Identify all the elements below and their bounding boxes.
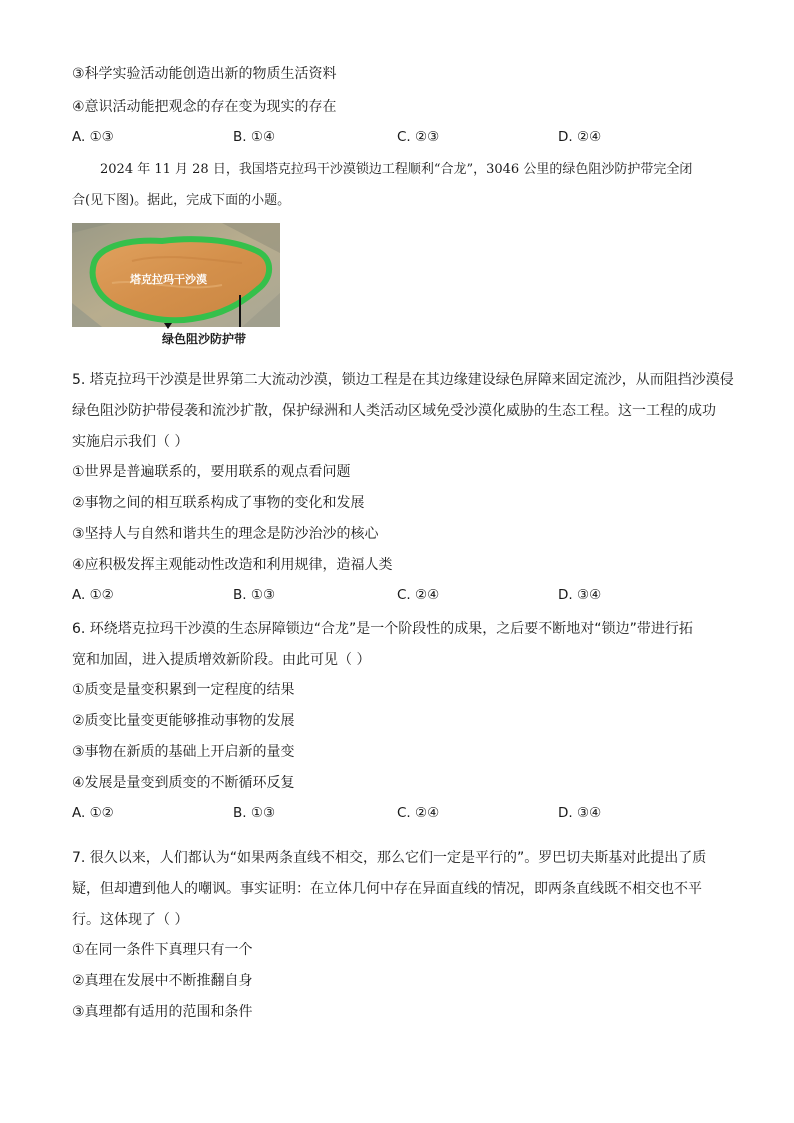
- statement-3: ③科学实验活动能创造出新的物质生活资料: [72, 66, 337, 82]
- q5-option-a[interactable]: A. ①②: [72, 587, 114, 603]
- q7-stem-line-2: 疑，但却遭到他人的嘲讽。事实证明：在立体几何中存在异面直线的情况，即两条直线既不相交也不平: [72, 881, 702, 897]
- q6-answer-options: [72, 805, 722, 825]
- desert-map-image: [72, 223, 280, 327]
- q7-stem-line-1: 7. 很久以来，人们都认为“如果两条直线不相交，那么它们一定是平行的”。罗巴切夫斯基对此提出了质: [72, 850, 707, 866]
- q5-stem-line-1: 5. 塔克拉玛干沙漠是世界第二大流动沙漠，锁边工程是在其边缘建设绿色屏障来固定流沙，从而阻挡沙漠侵: [72, 372, 734, 388]
- option-c[interactable]: C. ②③: [397, 129, 440, 145]
- q7-statement-2: ②真理在发展中不断推翻自身: [72, 973, 253, 989]
- q5-answer-options: [72, 587, 722, 607]
- option-b[interactable]: B. ①④: [233, 129, 276, 145]
- q6-stem-line-1: 6. 环绕塔克拉玛干沙漠的生态屏障锁边“合龙”是一个阶段性的成果，之后要不断地对“锁边”带进行拓: [72, 621, 693, 637]
- q5-option-c[interactable]: C. ②④: [397, 587, 440, 603]
- q6-option-d[interactable]: D. ③④: [558, 805, 602, 821]
- q6-option-c[interactable]: C. ②④: [397, 805, 440, 821]
- q5-stem: [72, 365, 734, 458]
- answer-options: [72, 129, 722, 149]
- statement-4: ④意识活动能把观念的存在变为现实的存在: [72, 99, 337, 115]
- q5-statement-3: ③坚持人与自然和谐共生的理念是防沙治沙的核心: [72, 526, 379, 542]
- material-intro-line-1: 2024 年 11 月 28 日，我国塔克拉玛干沙漠锁边工程顺利“合龙”，3046 公里的绿色阻沙防护带完全闭: [100, 162, 693, 177]
- map-caption: 绿色阻沙防护带: [162, 332, 247, 346]
- q5-option-d[interactable]: D. ③④: [558, 587, 602, 603]
- q6-option-b[interactable]: B. ①③: [233, 805, 276, 821]
- q5-option-b[interactable]: B. ①③: [233, 587, 276, 603]
- q5-stem-line-3: 实施启示我们（ ）: [72, 434, 189, 450]
- q6-option-a[interactable]: A. ①②: [72, 805, 114, 821]
- material-intro-line-2: 合(见下图)。据此，完成下面的小题。: [72, 193, 291, 208]
- q5-stem-line-2: 绿色阻沙防护带侵袭和流沙扩散，保护绿洲和人类活动区域免受沙漠化威胁的生态工程。这一工程的成功: [72, 403, 716, 419]
- q6-stem-line-2: 宽和加固，进入提质增效新阶段。由此可见（ ）: [72, 652, 371, 668]
- protective-belt-arrow-line: [239, 295, 241, 327]
- q5-statement-1: ①世界是普遍联系的，要用联系的观点看问题: [72, 464, 351, 480]
- option-d[interactable]: D. ②④: [558, 129, 602, 145]
- q7-statement-1: ①在同一条件下真理只有一个: [72, 942, 253, 958]
- q7-stem: [72, 843, 727, 936]
- q6-statement-4: ④发展是量变到质变的不断循环反复: [72, 775, 295, 791]
- map-desert-label: 塔克拉玛干沙漠: [130, 273, 207, 286]
- q6-statement-3: ③事物在新质的基础上开启新的量变: [72, 744, 295, 760]
- option-a[interactable]: A. ①③: [72, 129, 114, 145]
- q5-statement-2: ②事物之间的相互联系构成了事物的变化和发展: [72, 495, 365, 511]
- q6-statement-1: ①质变是量变积累到一定程度的结果: [72, 682, 295, 698]
- protective-belt-arrow-head: [164, 323, 172, 329]
- q7-stem-line-3: 行。这体现了（ ）: [72, 912, 189, 928]
- q6-statement-2: ②质变比量变更能够推动事物的发展: [72, 713, 295, 729]
- q6-stem: [72, 614, 727, 676]
- q5-statement-4: ④应积极发挥主观能动性改造和利用规律，造福人类: [72, 557, 393, 573]
- q7-statement-3: ③真理都有适用的范围和条件: [72, 1004, 253, 1020]
